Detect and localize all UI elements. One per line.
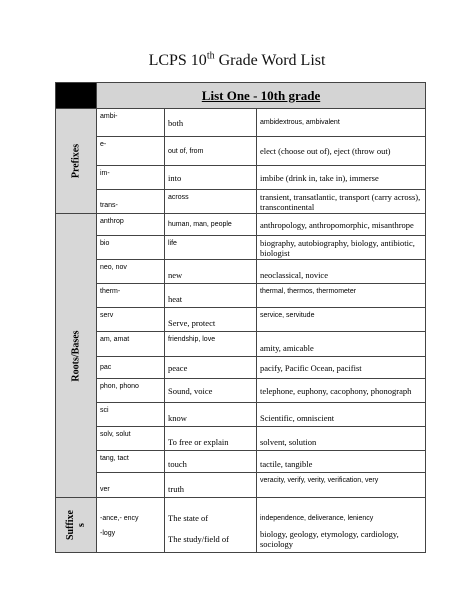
meaning-cell: out of, from — [165, 137, 257, 166]
table-row — [56, 473, 426, 498]
word-list-table — [55, 82, 426, 553]
term-cell: -logy — [97, 526, 165, 553]
list-header-row — [56, 83, 426, 109]
meaning-cell: into — [165, 166, 257, 190]
examples-cell: service, servitude — [257, 308, 426, 332]
section-label-roots: Roots/Bases — [70, 329, 82, 382]
table-row — [56, 284, 426, 308]
term-cell: phon, phono — [97, 379, 165, 403]
meaning-cell: Sound, voice — [165, 379, 257, 403]
term-cell: sci — [97, 403, 165, 427]
term-cell: -ance,- ency — [97, 498, 165, 526]
term-cell: tang, tact — [97, 451, 165, 473]
term-cell: am, amat — [97, 332, 165, 357]
meaning-cell: heat — [165, 284, 257, 308]
meaning-cell: friendship, love — [165, 332, 257, 357]
table-row — [56, 451, 426, 473]
table-row — [56, 403, 426, 427]
section-label-suffixes: Suffixe s — [65, 510, 87, 540]
term-cell: pac — [97, 357, 165, 379]
meaning-cell: The study/field of — [165, 526, 257, 553]
examples-cell: neoclassical, novice — [257, 260, 426, 284]
examples-cell: transient, transatlantic, transport (carry across), transcontinental — [257, 190, 426, 214]
meaning-cell: touch — [165, 451, 257, 473]
table-row — [56, 260, 426, 284]
meaning-cell: human, man, people — [165, 214, 257, 236]
list-header: List One - 10th grade — [97, 83, 426, 109]
section-label-prefixes: Prefixes — [70, 143, 82, 179]
term-cell: e- — [97, 137, 165, 166]
examples-cell: veracity, verify, verity, verification, very — [257, 473, 426, 498]
term-cell: serv — [97, 308, 165, 332]
table-row — [56, 109, 426, 137]
examples-cell: biology, geology, etymology, cardiology, sociology — [257, 526, 426, 553]
examples-cell: telephone, euphony, cacophony, phonograph — [257, 379, 426, 403]
header-corner-cell — [56, 83, 97, 109]
examples-cell: thermal, thermos, thermometer — [257, 284, 426, 308]
table-row — [56, 214, 426, 236]
term-cell: ambi- — [97, 109, 165, 137]
table-row — [56, 332, 426, 357]
examples-cell: imbibe (drink in, take in), immerse — [257, 166, 426, 190]
meaning-cell: know — [165, 403, 257, 427]
term-cell: ver — [97, 473, 165, 498]
table-row — [56, 190, 426, 214]
examples-cell: independence, deliverance, leniency — [257, 498, 426, 526]
term-cell: solv, solut — [97, 427, 165, 451]
examples-cell: solvent, solution — [257, 427, 426, 451]
table-row — [56, 379, 426, 403]
examples-cell: pacify, Pacific Ocean, pacifist — [257, 357, 426, 379]
meaning-cell: life — [165, 236, 257, 260]
examples-cell: biography, autobiography, biology, antibiotic, biologist — [257, 236, 426, 260]
table-row — [56, 308, 426, 332]
meaning-cell: Serve, protect — [165, 308, 257, 332]
examples-cell: ambidextrous, ambivalent — [257, 109, 426, 137]
table-row — [56, 357, 426, 379]
term-cell: im- — [97, 166, 165, 190]
term-cell: bio — [97, 236, 165, 260]
section-suffixes — [56, 498, 97, 553]
term-cell: anthrop — [97, 214, 165, 236]
page-title: LCPS 10th Grade Word List — [148, 50, 326, 69]
examples-cell: elect (choose out of), eject (throw out) — [257, 137, 426, 166]
table-row — [56, 498, 426, 526]
table-row — [56, 137, 426, 166]
meaning-cell: truth — [165, 473, 257, 498]
section-roots — [56, 214, 97, 498]
meaning-cell: across — [165, 190, 257, 214]
meaning-cell: To free or explain — [165, 427, 257, 451]
examples-cell: amity, amicable — [257, 332, 426, 357]
table-row — [56, 166, 426, 190]
examples-cell: Scientific, omniscient — [257, 403, 426, 427]
term-cell: therm- — [97, 284, 165, 308]
meaning-cell: both — [165, 109, 257, 137]
examples-cell: tactile, tangible — [257, 451, 426, 473]
examples-cell: anthropology, anthropomorphic, misanthrope — [257, 214, 426, 236]
meaning-cell: peace — [165, 357, 257, 379]
meaning-cell: new — [165, 260, 257, 284]
table-row — [56, 526, 426, 553]
table-row — [56, 427, 426, 451]
table-row — [56, 236, 426, 260]
term-cell: neo, nov — [97, 260, 165, 284]
meaning-cell: The state of — [165, 498, 257, 526]
term-cell: trans- — [97, 190, 165, 214]
section-prefixes — [56, 109, 97, 214]
